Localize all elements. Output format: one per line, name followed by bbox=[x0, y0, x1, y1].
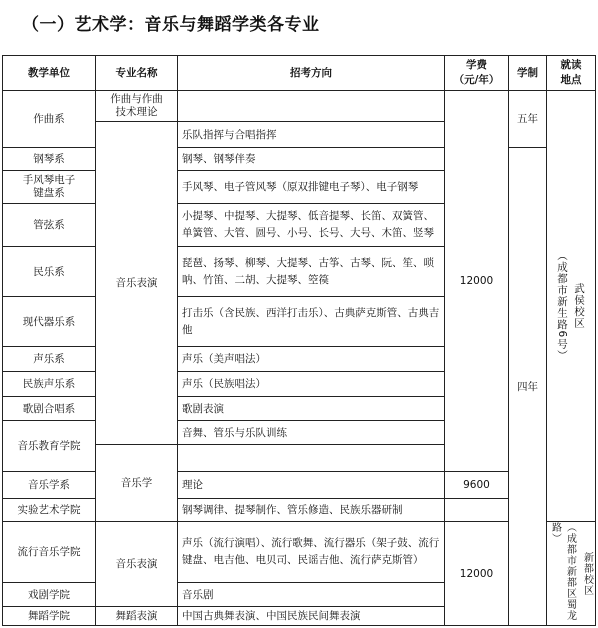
unit-geju: 歌剧合唱系 bbox=[22, 402, 76, 415]
header-unit: 教学单位 bbox=[28, 67, 70, 79]
unit-zuoqu: 作曲系 bbox=[33, 113, 65, 125]
page-title: （一）艺术学：音乐与舞蹈学类各专业 bbox=[22, 15, 320, 35]
direction-5: 琵琶、扬琴、柳琴、大提琴、古筝、古琴、阮、笙、唢呐、竹笛、二胡、大提琴、箜篌 bbox=[182, 256, 434, 286]
direction-11: 理论 bbox=[182, 479, 203, 491]
unit-xiandai: 现代器乐系 bbox=[22, 315, 76, 328]
direction-3: 手风琴、电子管风琴（原双排键电子琴）、电子钢琴 bbox=[182, 181, 419, 193]
direction-2: 钢琴、钢琴伴奏 bbox=[182, 153, 256, 165]
unit-liuxing: 流行音乐学院 bbox=[17, 546, 81, 558]
fee-2: 9600 bbox=[463, 479, 490, 491]
major-yinyuexue: 音乐学 bbox=[120, 477, 153, 489]
unit-shiyan: 实验艺术学院 bbox=[17, 504, 81, 516]
fee-3: 12000 bbox=[459, 567, 494, 580]
location-xindu-addr: （成都市新都区蜀龙路） bbox=[549, 522, 576, 621]
unit-minyue: 民乐系 bbox=[33, 265, 65, 278]
header-duration: 学制 bbox=[517, 67, 538, 79]
direction-14: 音乐剧 bbox=[182, 588, 214, 601]
unit-gangqin: 钢琴系 bbox=[33, 153, 65, 165]
direction-12: 钢琴调律、提琴制作、管乐修造、民族乐器研制 bbox=[182, 504, 403, 516]
fee-1: 12000 bbox=[459, 275, 494, 287]
unit-guanxian: 管弦系 bbox=[33, 219, 65, 231]
major-biaoyan-1: 音乐表演 bbox=[115, 277, 158, 289]
header-fee: 学费 （元/年） bbox=[453, 59, 500, 86]
unit-shoufengqin: 手风琴电子 键盘系 bbox=[22, 174, 76, 199]
header-direction: 招考方向 bbox=[290, 67, 332, 79]
location-xindu bbox=[547, 522, 595, 625]
location-xindu-name: 新都校区 bbox=[581, 551, 593, 596]
unit-wudao: 舞蹈学院 bbox=[28, 610, 70, 622]
direction-1: 乐队指挥与合唱指挥 bbox=[182, 128, 277, 141]
direction-15: 中国古典舞表演、中国民族民间舞表演 bbox=[182, 610, 361, 622]
direction-8: 声乐（民族唱法） bbox=[182, 378, 266, 390]
major-biaoyan-2: 音乐表演 bbox=[115, 558, 158, 570]
major-zuoqu: 作曲与作曲 技术理论 bbox=[110, 93, 163, 118]
direction-7: 声乐（美声唱法） bbox=[182, 353, 266, 365]
duration-5: 五年 bbox=[517, 113, 538, 125]
direction-6: 打击乐（含民族、西洋打击乐）、古典萨克斯管、古典吉他 bbox=[182, 306, 440, 336]
direction-4: 小提琴、中提琴、大提琴、低音提琴、长笛、双簧管、单簧管、大管、圆号、小号、长号、大号、木笛、竖琴 bbox=[182, 210, 434, 239]
unit-yinyuexue: 音乐学系 bbox=[28, 479, 70, 491]
unit-yinyue-jiaoyu: 音乐教育学院 bbox=[17, 440, 81, 452]
location-wuhou bbox=[547, 91, 595, 521]
header-major: 专业名称 bbox=[115, 67, 158, 79]
location-wuhou-addr: （成都市新生路6号） bbox=[556, 250, 568, 362]
direction-13: 声乐（流行演唱）、流行歌舞、流行器乐（架子鼓、流行键盘、电吉他、电贝司、民谣吉他、流行萨克斯管） bbox=[182, 537, 440, 566]
header-location: 就读 地点 bbox=[560, 59, 582, 86]
unit-shengyue: 声乐系 bbox=[33, 353, 65, 365]
location-wuhou-name: 武侯校区 bbox=[573, 283, 585, 329]
direction-9: 歌剧表演 bbox=[182, 402, 224, 415]
major-wudao: 舞蹈表演 bbox=[115, 610, 158, 622]
direction-10: 音舞、管乐与乐队训练 bbox=[182, 426, 287, 439]
unit-xiju: 戏剧学院 bbox=[28, 588, 70, 601]
duration-4: 四年 bbox=[517, 380, 538, 393]
unit-minzu-shengyue: 民族声乐系 bbox=[22, 378, 76, 390]
